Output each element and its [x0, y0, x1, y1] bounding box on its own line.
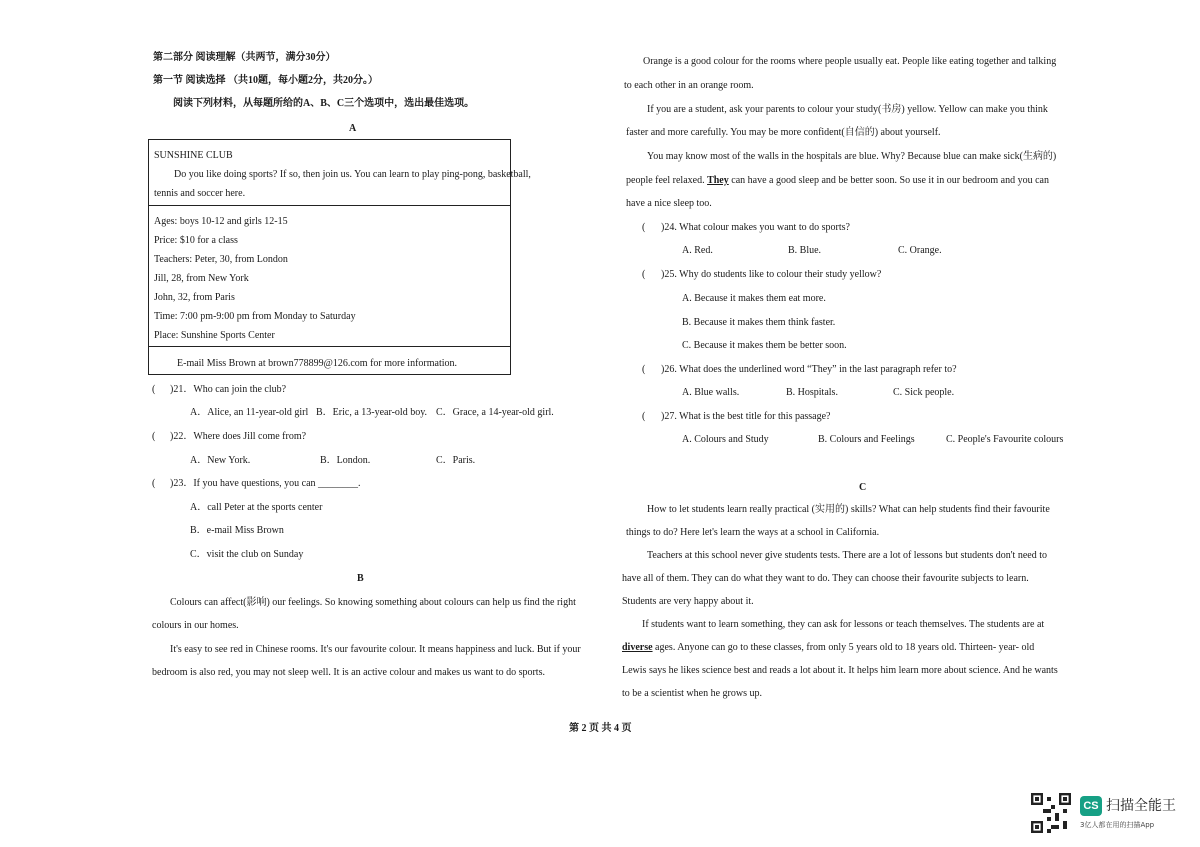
camscanner-subtitle: 3亿人都在用的扫描App	[1080, 821, 1155, 829]
q25-bracket: (	[642, 269, 646, 280]
q27-stem: )27. What is the best title for this passage?	[661, 411, 831, 422]
q24-option-b: B. Blue.	[788, 245, 822, 256]
qr-code-icon	[1031, 793, 1071, 833]
q22-stem: )22．Where does Jill come from?	[170, 431, 307, 442]
club-intro-line1: Do you like doing sports? If so, then join us. You can learn to play ping-pong, basketball,	[174, 169, 531, 180]
q23-stem: )23．If you have questions, you can ________.	[170, 478, 361, 489]
club-time: Time: 7:00 pm-9:00 pm from Monday to Saturday	[154, 311, 356, 322]
b-para5-line2-pre: people feel relaxed.	[626, 175, 705, 186]
q26-bracket: (	[642, 364, 646, 375]
club-place: Place: Sunshine Sports Center	[154, 330, 275, 341]
b-para5-line3: have a nice sleep too.	[626, 198, 712, 209]
camscanner-title: 扫描全能王	[1106, 798, 1176, 814]
q23-option-c: C．visit the club on Sunday	[190, 549, 304, 560]
page-number: 第 2 页 共 4 页	[569, 723, 632, 734]
q25-option-c: C. Because it makes them be better soon.	[682, 340, 847, 351]
b-para3-line1: Orange is a good colour for the rooms where people usually eat. People like eating together and talking	[643, 56, 1057, 67]
q23-bracket: (	[152, 478, 156, 489]
q21-option-a: A．Alice, an 11-year-old girl	[190, 407, 309, 418]
underlined-word-diverse: diverse	[622, 642, 653, 653]
q21-bracket: (	[152, 384, 156, 395]
club-teacher-jill: Jill, 28, from New York	[154, 273, 249, 284]
q21-option-c: C．Grace, a 14-year-old girl.	[436, 407, 554, 418]
q24-bracket: (	[642, 222, 646, 233]
club-teacher-john: John, 32, from Paris	[154, 292, 235, 303]
part-title: 第二部分 阅读理解（共两节，满分30分）	[153, 52, 336, 63]
camscanner-logo: CS	[1080, 796, 1102, 816]
section-title: 第一节 阅读选择 （共10题，每小题2分，共20分。）	[153, 75, 378, 86]
q26-stem: )26. What does the underlined word “They” in the last paragraph refer to?	[661, 364, 957, 375]
c-para3-line4: to be a scientist when he grows up.	[622, 688, 762, 699]
q25-option-b: B. Because it makes them think faster.	[682, 317, 836, 328]
b-para1-line1: Colours can affect(影响) our feelings. So knowing something about colours can help us find the right	[170, 597, 576, 608]
c-para1-line2: things to do? Here let's learn the ways at a school in California.	[626, 527, 880, 538]
b-para1-line2: colours in our homes.	[152, 620, 239, 631]
q24-option-a: A. Red.	[682, 245, 713, 256]
b-para5-line2-post: can have a good sleep and be better soon. So use it in our bedroom and you can	[731, 175, 1049, 186]
passage-b-label: B	[357, 573, 364, 584]
b-para2-line1: It's easy to see red in Chinese rooms. It's our favourite colour. It means happiness and luck. But if your	[170, 644, 581, 655]
q23-option-b: B．e-mail Miss Brown	[190, 525, 284, 536]
c-para3-line2-post: ages. Anyone can go to these classes, from only 5 years old to 18 years old. Thirteen- year- old	[655, 642, 1035, 653]
q25-option-a: A. Because it makes them eat more.	[682, 293, 826, 304]
b-para5-line2	[626, 175, 1049, 186]
q22-option-b: B．London.	[320, 455, 371, 466]
q27-option-c: C. People's Favourite colours	[946, 434, 1064, 445]
q22-option-a: A．New York.	[190, 455, 251, 466]
c-para2-line1: Teachers at this school never give students tests. There are a lot of lessons but students don't need to	[647, 550, 1047, 561]
q22-option-c: C．Paris.	[436, 455, 476, 466]
b-para2-line2: bedroom is also red, you may not sleep well. It is an active colour and makes us want to do sports.	[152, 667, 545, 678]
q27-option-b: B. Colours and Feelings	[818, 434, 915, 445]
b-para4-line1: If you are a student, ask your parents to colour your study(书房) yellow. Yellow can make you think	[647, 104, 1048, 115]
club-teachers: Teachers: Peter, 30, from London	[154, 254, 288, 265]
q27-option-a: A. Colours and Study	[682, 434, 769, 445]
q21-option-b: B．Eric, a 13-year-old boy.	[316, 407, 428, 418]
c-para2-line2: have all of them. They can do what they want to do. They can choose their favourite subjects to learn.	[622, 573, 1029, 584]
c-para2-line3: Students are very happy about it.	[622, 596, 754, 607]
b-para5-line1: You may know most of the walls in the hospitals are blue. Why? Because blue can make sick(生病的)	[647, 151, 1057, 162]
q22-bracket: (	[152, 431, 156, 442]
c-para1-line1: How to let students learn really practical (实用的) skills? What can help students find their favourite	[647, 504, 1050, 515]
c-para3-line3: Lewis says he likes science best and reads a lot about it. It helps him learn more about science. And he wants	[622, 665, 1058, 676]
q25-stem: )25. Why do students like to colour their study yellow?	[661, 269, 882, 280]
box-divider	[149, 205, 510, 206]
c-para3-line2	[622, 642, 1034, 653]
club-name: SUNSHINE CLUB	[154, 150, 233, 161]
q27-bracket: (	[642, 411, 646, 422]
club-intro-line2: tennis and soccer here.	[154, 188, 246, 199]
box-divider	[149, 346, 510, 347]
b-para4-line2: faster and more carefully. You may be more confident(自信的) about yourself.	[626, 127, 941, 138]
club-price: Price: $10 for a class	[154, 235, 238, 246]
q24-option-c: C. Orange.	[898, 245, 942, 256]
q23-option-a: A．call Peter at the sports center	[190, 502, 323, 513]
q26-option-c: C. Sick people.	[893, 387, 955, 398]
underlined-word-they: They	[707, 175, 729, 186]
club-email: E-mail Miss Brown at brown778899@126.com for more information.	[177, 358, 457, 369]
passage-a-label: A	[349, 123, 357, 134]
q21-stem: )21．Who can join the club?	[170, 384, 287, 395]
passage-c-label: C	[859, 482, 867, 493]
instruction: 阅读下列材料，从每题所给的A、B、C三个选项中，选出最佳选项。	[173, 98, 475, 109]
b-para3-line2: to each other in an orange room.	[624, 80, 754, 91]
q26-option-a: A. Blue walls.	[682, 387, 740, 398]
club-ages: Ages: boys 10-12 and girls 12-15	[154, 216, 288, 227]
q24-stem: )24. What colour makes you want to do sports?	[661, 222, 850, 233]
q26-option-b: B. Hospitals.	[786, 387, 838, 398]
c-para3-line1: If students want to learn something, they can ask for lessons or teach themselves. The students are at	[642, 619, 1045, 630]
